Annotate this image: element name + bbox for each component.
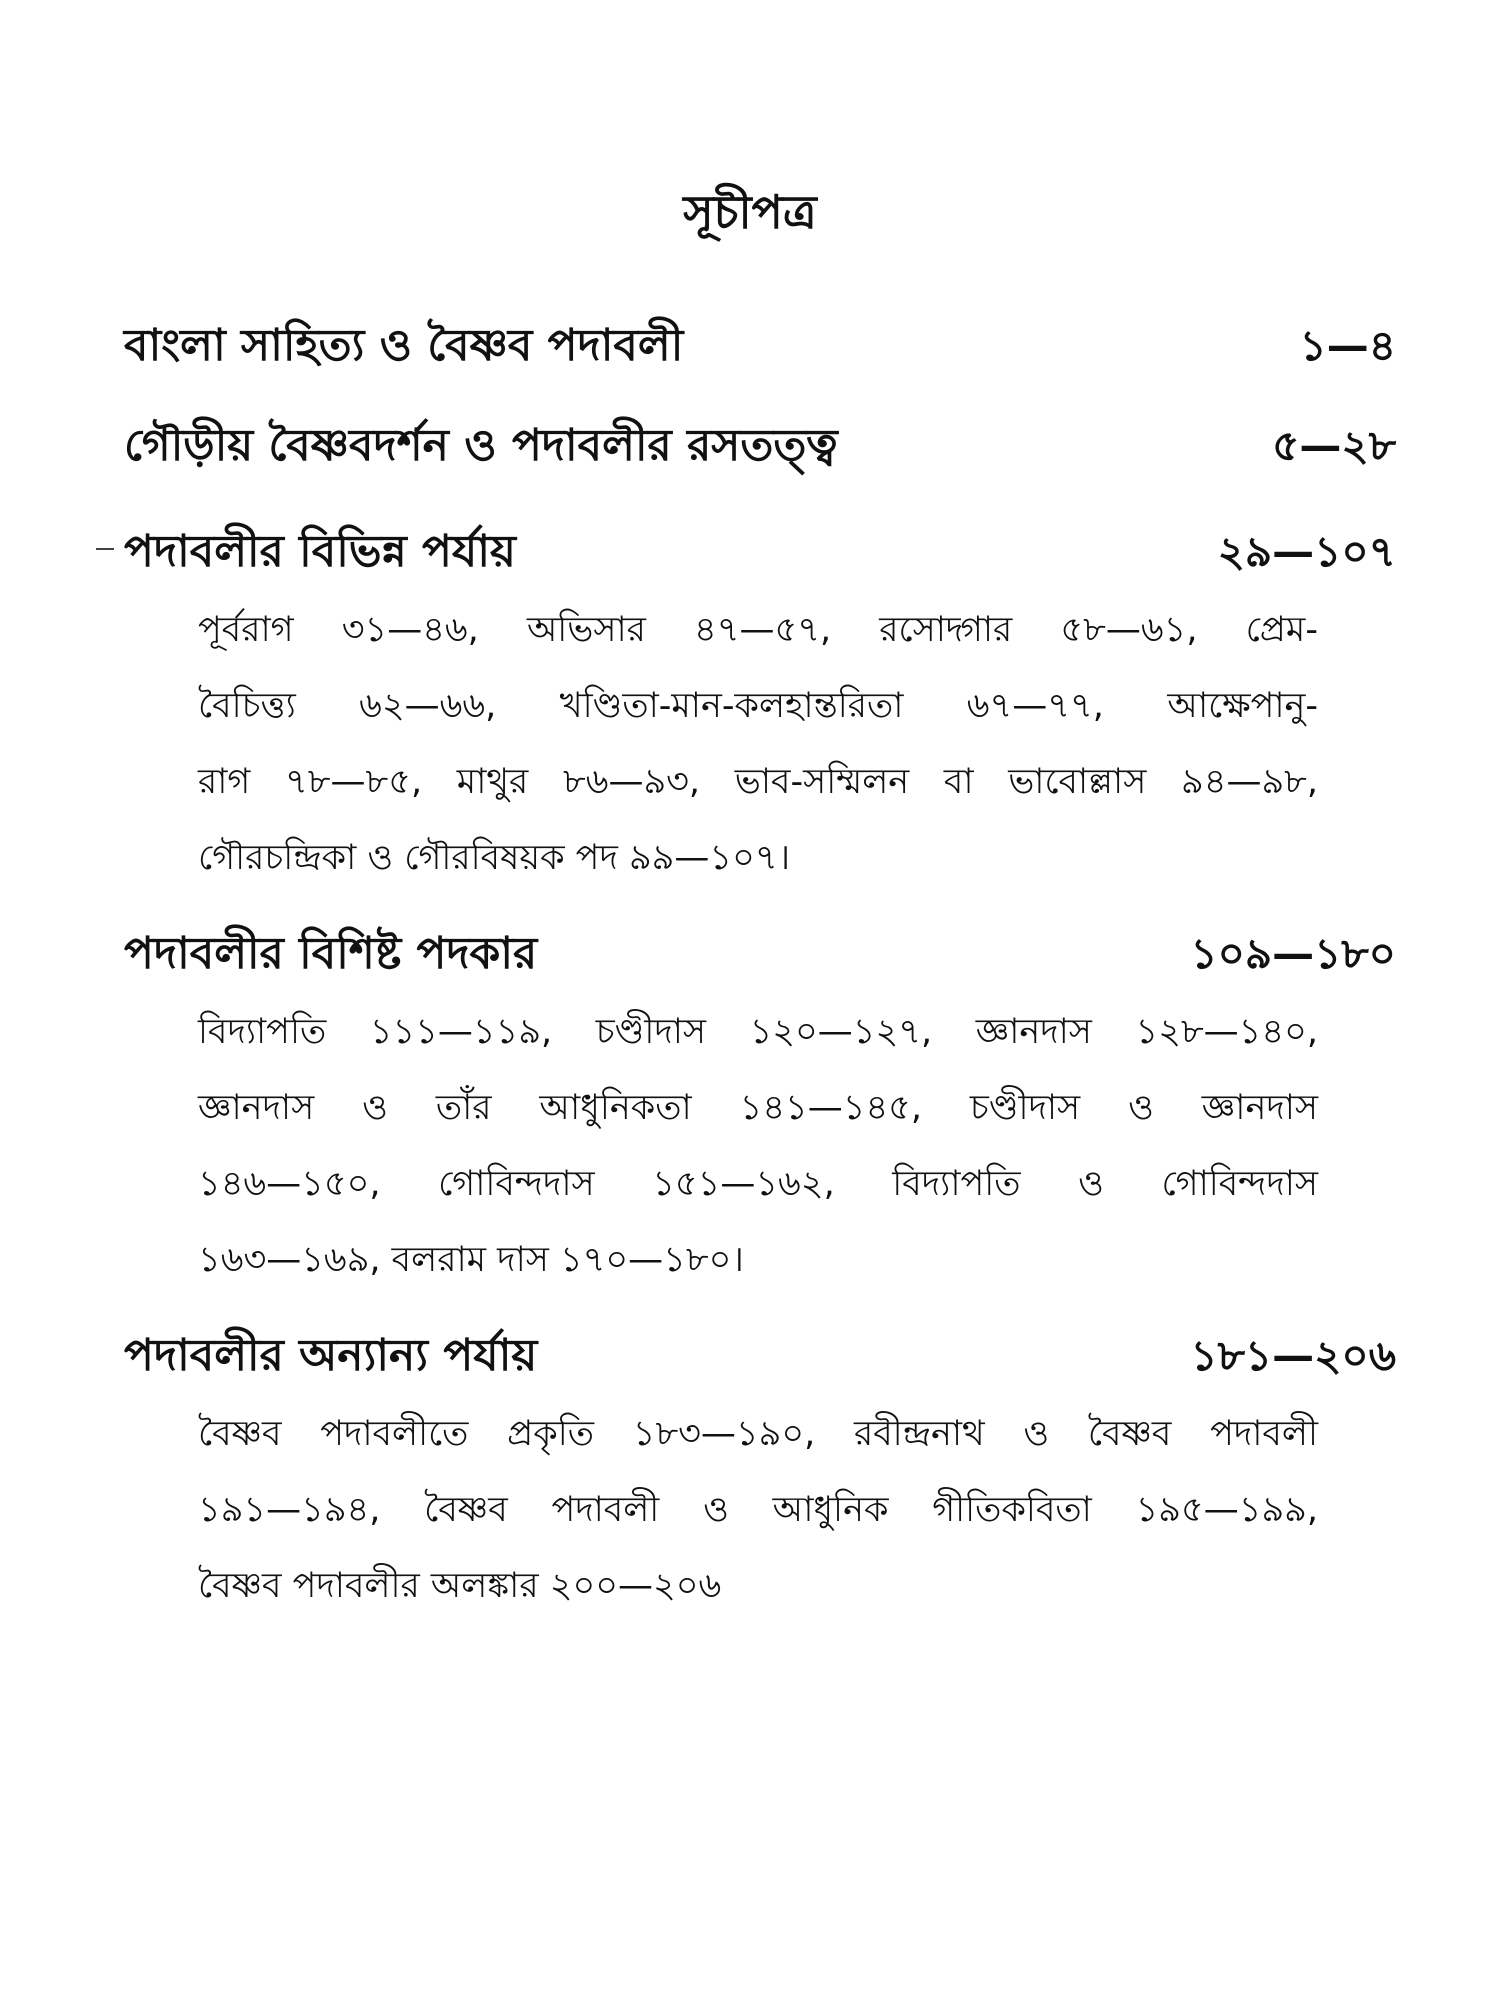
toc-entry-pages: ৫—২৮ — [1272, 421, 1396, 470]
toc-subentries-anyanya-paryay — [198, 1396, 1318, 1624]
toc-entry-heading: পদাবলীর বিভিন্ন পর্যায় — [124, 526, 516, 577]
toc-subentries-bibhinna-paryay — [198, 592, 1318, 896]
toc-entry-bibhinna-paryay — [124, 518, 1396, 591]
page-title: সূচীপত্র — [683, 185, 817, 239]
subentry-line: জ্ঞানদাস ও তাঁর আধুনিকতা ১৪১—১৪৫, চণ্ডীদাস ও জ্ঞানদাস — [198, 1088, 1318, 1128]
toc-entry-heading: গৌড়ীয় বৈষ্ণবদর্শন ও পদাবলীর রসতত্ত্ব — [124, 420, 838, 471]
subentry-line: রাগ ৭৮—৮৫, মাথুর ৮৬—৯৩, ভাব-সম্মিলন বা ভাবোল্লাস ৯৪—৯৮, — [198, 762, 1318, 802]
toc-entry-bishishta-padakar — [124, 920, 1396, 993]
toc-entry-pages: ২৯—১০৭ — [1217, 527, 1396, 576]
subentry-line: ১৯১—১৯৪, বৈষ্ণব পদাবলী ও আধুনিক গীতিকবিতা ১৯৫—১৯৯, — [198, 1490, 1318, 1530]
toc-entry-heading: পদাবলীর অন্যান্য পর্যায় — [124, 1330, 538, 1381]
subentry-line: বিদ্যাপতি ১১১—১১৯, চণ্ডীদাস ১২০—১২৭, জ্ঞানদাস ১২৮—১৪০, — [198, 1012, 1318, 1052]
margin-mark — [96, 548, 114, 550]
toc-entry-bangla-sahitya — [124, 312, 1396, 385]
subentry-line: বৈষ্ণব পদাবলীতে প্রকৃতি ১৮৩—১৯০, রবীন্দ্রনাথ ও বৈষ্ণব পদাবলী — [198, 1414, 1318, 1454]
toc-entry-pages: ১৮১—২০৬ — [1190, 1331, 1396, 1380]
toc-entry-heading: পদাবলীর বিশিষ্ট পদকার — [124, 928, 538, 979]
subentry-line: বৈষ্ণব পদাবলীর অলঙ্কার ২০০—২০৬ — [198, 1566, 722, 1606]
toc-subentries-bishishta-padakar — [198, 994, 1318, 1298]
subentry-line: ১৬৩—১৬৯, বলরাম দাস ১৭০—১৮০। — [198, 1240, 744, 1280]
toc-entry-anyanya-paryay — [124, 1322, 1396, 1395]
toc-entry-pages: ১—৪ — [1299, 321, 1396, 370]
toc-entry-gaudiya-darshan — [124, 412, 1396, 485]
subentry-line: পূর্বরাগ ৩১—৪৬, অভিসার ৪৭—৫৭, রসোদ্গার ৫৮—৬১, প্রেম- — [198, 610, 1318, 650]
subentry-line: বৈচিত্ত্য ৬২—৬৬, খণ্ডিতা-মান-কলহান্তরিতা ৬৭—৭৭, আক্ষেপানু- — [198, 686, 1318, 726]
subentry-line: গৌরচন্দ্রিকা ও গৌরবিষয়ক পদ ৯৯—১০৭। — [198, 838, 791, 878]
subentry-line: ১৪৬—১৫০, গোবিন্দদাস ১৫১—১৬২, বিদ্যাপতি ও গোবিন্দদাস — [198, 1164, 1318, 1204]
toc-entry-heading: বাংলা সাহিত্য ও বৈষ্ণব পদাবলী — [124, 320, 684, 371]
toc-entry-pages: ১০৯—১৮০ — [1190, 929, 1396, 978]
